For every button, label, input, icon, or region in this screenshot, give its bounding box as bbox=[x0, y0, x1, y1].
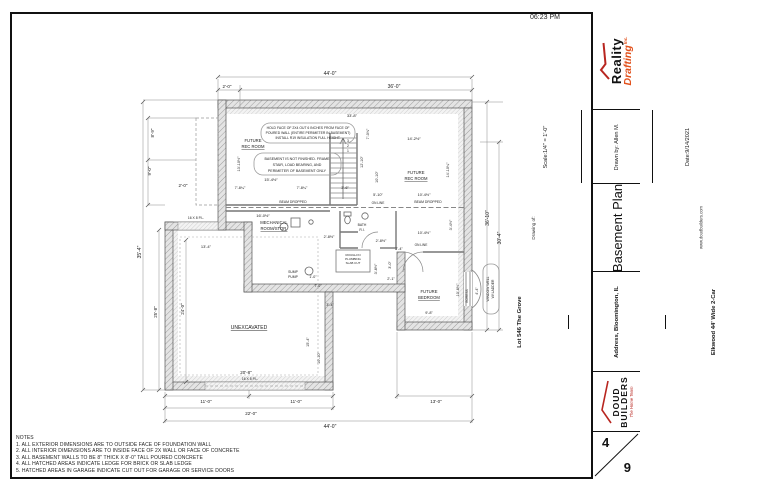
door-cutout-hatch bbox=[178, 222, 305, 390]
sheet-number-diagonal bbox=[593, 432, 640, 478]
plan-label: 2'-8½" bbox=[375, 239, 387, 243]
drawing-of-label: Drawing of: bbox=[530, 215, 535, 240]
plan-label: 33'-8" bbox=[346, 113, 358, 118]
drawn-by-cell bbox=[581, 110, 652, 183]
drawing-title-col bbox=[575, 183, 659, 272]
builder-logo bbox=[593, 372, 640, 432]
plan-label: R.I. bbox=[359, 228, 365, 232]
sump-pit bbox=[305, 267, 313, 275]
plan-label: 30'-4" bbox=[497, 231, 503, 245]
address-text: Address, Bloomington, IL bbox=[613, 285, 620, 358]
reality-drafting-logo bbox=[593, 12, 640, 110]
plan-label: ROOM/STOR. bbox=[260, 226, 288, 231]
plan-label: 13'-0" bbox=[430, 399, 442, 404]
plan-label: 7'-0⅝" bbox=[366, 128, 370, 140]
plan-label: 25'-8" bbox=[153, 306, 158, 318]
plan-label: 12'-10" bbox=[360, 156, 364, 168]
plan-label: 24'-0" bbox=[180, 303, 185, 315]
date-cell bbox=[652, 110, 723, 183]
sheet-total: 9 bbox=[623, 460, 631, 475]
plan-label: ROUGH IN bbox=[345, 253, 361, 257]
plan-label: STAIR, LOAD BEARING, AND bbox=[272, 163, 322, 167]
drawing-info bbox=[542, 110, 691, 184]
plan-label: 16'-0½" bbox=[256, 213, 270, 218]
sheet-number-cell bbox=[593, 432, 640, 478]
toilet-bowl bbox=[345, 216, 351, 224]
builder-name-1: DOUD bbox=[610, 386, 621, 417]
builder-tagline: The Home Team bbox=[628, 385, 634, 418]
plan-label: HOLD FACE OF 2X4 OUT 6 INCHES FROM FACE OF bbox=[266, 126, 350, 130]
plan-label: BATH bbox=[357, 223, 367, 227]
plan-label: 10'-6½" bbox=[456, 283, 460, 297]
plan-label: BASEMENT IS NOT FINISHED. FRAME bbox=[264, 157, 330, 161]
brand-sub-text: Drafting bbox=[621, 44, 634, 86]
plan-label: 11'-0" bbox=[200, 399, 212, 404]
plan-label: 2'-1" bbox=[387, 277, 395, 281]
plan-label: 15'-4" bbox=[306, 337, 310, 347]
note-item: 2. ALL INTERIOR DIMENSIONS ARE TO INSIDE FACE OF 2X WALL OR FACE OF CONCRETE bbox=[16, 448, 240, 454]
plan-label: 9'-0" bbox=[147, 166, 152, 176]
drawing-title: Basement Plan bbox=[609, 183, 624, 272]
note-item: 5. HATCHED AREAS IN GARAGE INDICATE CUT OUT FOR GARAGE OR SERVICE DOORS bbox=[16, 467, 235, 474]
notes-heading: NOTES bbox=[16, 435, 34, 441]
plan-label: 10'-4½" bbox=[417, 231, 431, 235]
plan-label: 3'-4" bbox=[326, 303, 334, 307]
plan-label: 8'-9" bbox=[150, 128, 155, 138]
plan-label: 36'-10" bbox=[485, 210, 491, 226]
note-item: 4. ALL HATCHED AREAS INDICATE LEDGE FOR BRICK OR SLAB LEDGE bbox=[16, 461, 192, 467]
porch-outline bbox=[196, 118, 218, 205]
plan-label: 3'-6" bbox=[341, 186, 349, 190]
scale-text: Scale:1/4" = 1'-0" bbox=[542, 125, 549, 168]
plan-label: 2'-0" bbox=[178, 183, 188, 188]
address-cell bbox=[568, 285, 665, 358]
plan-label: SUMP bbox=[288, 270, 298, 274]
plan-label: 14'-2½" bbox=[407, 136, 421, 141]
fixtures bbox=[280, 212, 368, 275]
plan-label: 36'-0" bbox=[387, 84, 401, 90]
door-swing-arcs bbox=[362, 232, 423, 275]
plan-label: 7'-8¼" bbox=[296, 186, 308, 190]
plan-label: ON LINE bbox=[414, 243, 428, 247]
plan-label: PUMP bbox=[288, 275, 298, 279]
plan-label: 20'-8" bbox=[240, 370, 252, 375]
builder-name-2: BUILDERS bbox=[618, 375, 629, 428]
project-info bbox=[516, 272, 717, 372]
plan-label: 13'-10½" bbox=[237, 156, 241, 172]
website-col bbox=[659, 205, 743, 250]
plan-label: 7'-8¼" bbox=[234, 186, 246, 190]
plan-label: 16 X 8 P.L. bbox=[187, 216, 205, 220]
plan-label: EGRESS bbox=[465, 289, 469, 303]
toilet-tank bbox=[344, 212, 351, 216]
note-item: 1. ALL EXTERIOR DIMENSIONS ARE TO OUTSIDE FACE OF FOUNDATION WALL bbox=[16, 441, 212, 448]
print-timestamp: 06:23 PM bbox=[530, 14, 560, 21]
plan-label: 3'-8½" bbox=[374, 263, 378, 275]
plan-label: POURED WALL (ENTIRE PERIMETER IN BASEMENT) bbox=[265, 131, 351, 135]
plan-label: PLUMBING bbox=[345, 257, 361, 261]
plan-label: 15'-4½" bbox=[264, 177, 278, 182]
website-text: www.doudbuilders.com bbox=[698, 205, 703, 250]
notes-block bbox=[16, 435, 346, 474]
lot-cell bbox=[472, 295, 568, 348]
plan-label: FUTURE bbox=[420, 289, 438, 294]
plan-label: WINDOW WELL bbox=[486, 276, 490, 302]
brand-suffix: Inc. bbox=[622, 36, 628, 44]
date-text: Date:9/14/2021 bbox=[684, 127, 691, 166]
plan-label: ON LINE bbox=[371, 201, 385, 205]
plan-label: 9'-8" bbox=[425, 311, 433, 315]
plan-label: 44'-0" bbox=[323, 424, 337, 430]
sink bbox=[362, 213, 368, 219]
model-text: Elkwood 44' Wide 2-Car bbox=[710, 288, 717, 355]
plan-label: FUTURE bbox=[244, 138, 262, 143]
plan-label: 44'-0" bbox=[323, 71, 337, 77]
plan-label: 5'-10" bbox=[373, 193, 383, 197]
scale-cell bbox=[511, 110, 581, 183]
plan-label: 35'-4" bbox=[137, 245, 143, 259]
drawing-title-cell bbox=[530, 183, 703, 272]
plan-label: 4'-4" bbox=[475, 287, 479, 295]
plan-label: 13'-4" bbox=[200, 244, 212, 249]
plan-label: 16 X 8 P.L. bbox=[241, 377, 259, 381]
plan-label: 14'-10¼" bbox=[446, 162, 450, 178]
plan-label: W/ LADDER bbox=[491, 279, 495, 299]
floor-drain bbox=[309, 220, 313, 224]
model-cell bbox=[665, 288, 762, 355]
note-item: 3. ALL BASEMENT WALLS TO BE 8" THICK X 8'-0" TALL POURED CONCRETE bbox=[16, 454, 203, 461]
plan-label: 2 bbox=[347, 144, 349, 148]
plan-label: REC ROOM bbox=[241, 144, 265, 149]
plan-label: 22'-0" bbox=[245, 411, 257, 416]
plan-label: 3'-0" bbox=[388, 261, 392, 269]
brand-name: Reality bbox=[608, 37, 624, 84]
sheet-number: 4 bbox=[602, 435, 610, 450]
plan-label: 10'-10" bbox=[317, 352, 321, 364]
lot-text: Lot 546 The Grove bbox=[516, 295, 523, 348]
plan-label: FUTURE bbox=[407, 170, 425, 175]
plan-label: MECHANICAL bbox=[260, 220, 288, 225]
plan-label: PERIMETER OF BASEMENT ONLY bbox=[267, 169, 327, 173]
plan-label: UNEXCAVATED bbox=[230, 325, 268, 331]
doud-roof-icon bbox=[599, 379, 611, 425]
plan-label: 2'-0" bbox=[222, 84, 232, 89]
plan-label: 11'-0" bbox=[290, 399, 302, 404]
furnace bbox=[291, 218, 300, 227]
plan-label: 10'-4½" bbox=[417, 193, 431, 197]
plan-label: 10'-10" bbox=[375, 171, 379, 183]
plan-label: 2'-8½" bbox=[323, 235, 335, 239]
plan-label: BEDROOM bbox=[418, 295, 440, 300]
plan-label: 1 bbox=[347, 149, 349, 153]
plan-label: BEAM DROPPED bbox=[279, 200, 307, 204]
plan-label: 1'-0" bbox=[309, 275, 317, 279]
drawn-by-text: Drawn by: Allen M. bbox=[613, 123, 620, 170]
plan-label: REC ROOM bbox=[404, 176, 428, 181]
plan-label: BEAM DROPPED bbox=[414, 200, 442, 204]
plan-label: SLAB CUT bbox=[345, 261, 361, 265]
plan-label: INSTALL R19 INSULATION FULL HEIGHT. bbox=[275, 136, 341, 140]
plan-label: 3 bbox=[347, 139, 349, 143]
plan-label: 7'-0" bbox=[314, 284, 322, 288]
brand-sub bbox=[623, 36, 635, 85]
plan-label: 7'-4" bbox=[395, 247, 403, 251]
plan-label: 3'-4½" bbox=[449, 219, 453, 231]
reality-roof-icon bbox=[599, 41, 610, 81]
